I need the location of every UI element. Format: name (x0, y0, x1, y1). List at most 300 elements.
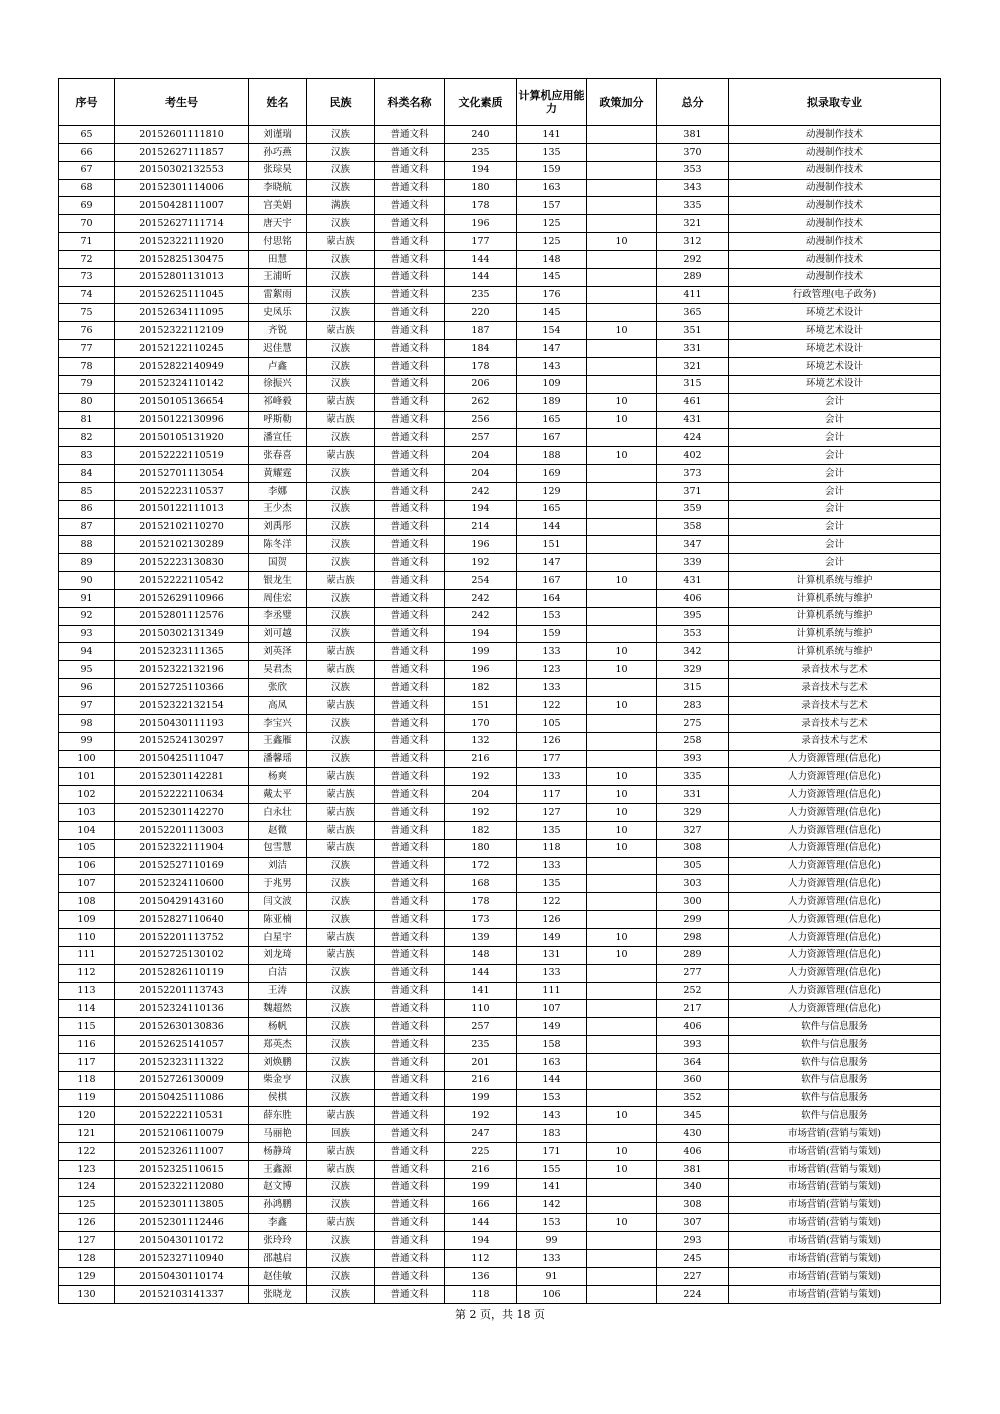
cell-policy-bonus: 10 (587, 411, 657, 429)
cell-name: 徐振兴 (249, 375, 307, 393)
cell-ethnicity: 汉族 (307, 1250, 375, 1268)
cell-exam-id: 20152726130009 (115, 1071, 249, 1089)
table-row (59, 1107, 941, 1125)
cell-major: 动漫制作技术 (729, 233, 941, 251)
cell-culture-score: 178 (445, 893, 517, 911)
cell-index: 111 (59, 946, 115, 964)
cell-total: 245 (657, 1250, 729, 1268)
cell-name: 李宝兴 (249, 714, 307, 732)
cell-computer-score: 118 (517, 839, 587, 857)
cell-culture-score: 235 (445, 1036, 517, 1054)
cell-exam-id: 20152826110119 (115, 964, 249, 982)
cell-major: 环境艺术设计 (729, 357, 941, 375)
cell-name: 王鑫源 (249, 1160, 307, 1178)
cell-major: 计算机系统与维护 (729, 625, 941, 643)
cell-category: 普通文科 (375, 179, 445, 197)
cell-total: 312 (657, 233, 729, 251)
cell-ethnicity: 蒙古族 (307, 411, 375, 429)
cell-category: 普通文科 (375, 233, 445, 251)
cell-total: 331 (657, 340, 729, 358)
cell-computer-score: 171 (517, 1143, 587, 1161)
table-row (59, 625, 941, 643)
cell-exam-id: 20152322112109 (115, 322, 249, 340)
cell-major: 市场营销(营销与策划) (729, 1196, 941, 1214)
cell-category: 普通文科 (375, 572, 445, 590)
table-row (59, 357, 941, 375)
cell-computer-score: 176 (517, 286, 587, 304)
cell-culture-score: 194 (445, 500, 517, 518)
cell-category: 普通文科 (375, 286, 445, 304)
cell-total: 342 (657, 643, 729, 661)
cell-culture-score: 196 (445, 215, 517, 233)
cell-exam-id: 20150430110172 (115, 1232, 249, 1250)
cell-name: 张晓龙 (249, 1285, 307, 1303)
cell-ethnicity: 蒙古族 (307, 928, 375, 946)
cell-ethnicity: 汉族 (307, 357, 375, 375)
cell-exam-id: 20152322132154 (115, 697, 249, 715)
cell-culture-score: 235 (445, 143, 517, 161)
table-row (59, 447, 941, 465)
cell-ethnicity: 汉族 (307, 911, 375, 929)
table-row (59, 911, 941, 929)
cell-name: 刘龙琦 (249, 946, 307, 964)
cell-name: 潘宣任 (249, 429, 307, 447)
cell-index: 88 (59, 536, 115, 554)
cell-total: 358 (657, 518, 729, 536)
cell-ethnicity: 蒙古族 (307, 1160, 375, 1178)
cell-category: 普通文科 (375, 1268, 445, 1286)
cell-computer-score: 165 (517, 411, 587, 429)
cell-culture-score: 136 (445, 1268, 517, 1286)
cell-category: 普通文科 (375, 447, 445, 465)
cell-name: 杨静琦 (249, 1143, 307, 1161)
cell-ethnicity: 汉族 (307, 1268, 375, 1286)
cell-policy-bonus (587, 1125, 657, 1143)
cell-total: 381 (657, 126, 729, 144)
cell-computer-score: 141 (517, 126, 587, 144)
cell-name: 李鑫 (249, 1214, 307, 1232)
cell-major: 人力资源管理(信息化) (729, 821, 941, 839)
cell-major: 软件与信息服务 (729, 1071, 941, 1089)
cell-policy-bonus (587, 1232, 657, 1250)
cell-policy-bonus (587, 340, 657, 358)
cell-index: 128 (59, 1250, 115, 1268)
cell-index: 112 (59, 964, 115, 982)
cell-culture-score: 247 (445, 1125, 517, 1143)
cell-ethnicity: 汉族 (307, 607, 375, 625)
cell-major: 录音技术与艺术 (729, 732, 941, 750)
cell-policy-bonus (587, 161, 657, 179)
cell-culture-score: 216 (445, 1071, 517, 1089)
cell-major: 计算机系统与维护 (729, 643, 941, 661)
cell-index: 116 (59, 1036, 115, 1054)
cell-category: 普通文科 (375, 465, 445, 483)
cell-name: 刘谨瑞 (249, 126, 307, 144)
table-row (59, 536, 941, 554)
cell-index: 94 (59, 643, 115, 661)
table-row (59, 982, 941, 1000)
cell-major: 市场营销(营销与策划) (729, 1285, 941, 1303)
cell-computer-score: 126 (517, 911, 587, 929)
cell-category: 普通文科 (375, 768, 445, 786)
cell-major: 录音技术与艺术 (729, 679, 941, 697)
cell-total: 371 (657, 482, 729, 500)
cell-policy-bonus: 10 (587, 233, 657, 251)
cell-index: 70 (59, 215, 115, 233)
cell-major: 人力资源管理(信息化) (729, 786, 941, 804)
table-row (59, 893, 941, 911)
cell-ethnicity: 汉族 (307, 268, 375, 286)
cell-category: 普通文科 (375, 804, 445, 822)
cell-category: 普通文科 (375, 1018, 445, 1036)
cell-name: 白永壮 (249, 804, 307, 822)
cell-exam-id: 20152627111714 (115, 215, 249, 233)
cell-policy-bonus (587, 482, 657, 500)
cell-total: 331 (657, 786, 729, 804)
page-footer: 第 2 页，共 18 页 (455, 1308, 545, 1321)
table-row (59, 286, 941, 304)
cell-name: 杨帆 (249, 1018, 307, 1036)
cell-computer-score: 177 (517, 750, 587, 768)
cell-computer-score: 154 (517, 322, 587, 340)
cell-total: 227 (657, 1268, 729, 1286)
cell-ethnicity: 汉族 (307, 875, 375, 893)
cell-exam-id: 20152223110537 (115, 482, 249, 500)
cell-name: 陈冬洋 (249, 536, 307, 554)
cell-category: 普通文科 (375, 643, 445, 661)
cell-index: 100 (59, 750, 115, 768)
cell-computer-score: 141 (517, 1178, 587, 1196)
cell-culture-score: 132 (445, 732, 517, 750)
cell-index: 76 (59, 322, 115, 340)
cell-policy-bonus (587, 1089, 657, 1107)
cell-index: 126 (59, 1214, 115, 1232)
cell-culture-score: 204 (445, 465, 517, 483)
cell-name: 闫文波 (249, 893, 307, 911)
cell-ethnicity: 汉族 (307, 1018, 375, 1036)
cell-exam-id: 20152801131013 (115, 268, 249, 286)
cell-ethnicity: 汉族 (307, 1196, 375, 1214)
cell-exam-id: 20150425111047 (115, 750, 249, 768)
cell-total: 424 (657, 429, 729, 447)
cell-name: 王涛 (249, 982, 307, 1000)
cell-category: 普通文科 (375, 625, 445, 643)
table-row (59, 1250, 941, 1268)
cell-major: 会计 (729, 482, 941, 500)
cell-name: 田慧 (249, 250, 307, 268)
cell-exam-id: 20152324110142 (115, 375, 249, 393)
cell-ethnicity: 汉族 (307, 964, 375, 982)
cell-ethnicity: 蒙古族 (307, 821, 375, 839)
cell-major: 人力资源管理(信息化) (729, 982, 941, 1000)
cell-major: 市场营销(营销与策划) (729, 1160, 941, 1178)
cell-ethnicity: 满族 (307, 197, 375, 215)
cell-category: 普通文科 (375, 1036, 445, 1054)
cell-ethnicity: 汉族 (307, 1053, 375, 1071)
cell-category: 普通文科 (375, 1107, 445, 1125)
cell-index: 73 (59, 268, 115, 286)
table-row (59, 465, 941, 483)
cell-ethnicity: 蒙古族 (307, 768, 375, 786)
cell-computer-score: 135 (517, 143, 587, 161)
cell-policy-bonus (587, 911, 657, 929)
cell-policy-bonus: 10 (587, 786, 657, 804)
table-row (59, 697, 941, 715)
cell-computer-score: 135 (517, 821, 587, 839)
cell-category: 普通文科 (375, 697, 445, 715)
cell-name: 刘焕鹏 (249, 1053, 307, 1071)
cell-total: 359 (657, 500, 729, 518)
cell-index: 74 (59, 286, 115, 304)
cell-major: 软件与信息服务 (729, 1089, 941, 1107)
cell-name: 薛东胜 (249, 1107, 307, 1125)
table-row (59, 500, 941, 518)
table-row (59, 714, 941, 732)
cell-index: 93 (59, 625, 115, 643)
cell-category: 普通文科 (375, 928, 445, 946)
cell-total: 298 (657, 928, 729, 946)
cell-index: 72 (59, 250, 115, 268)
cell-index: 83 (59, 447, 115, 465)
cell-computer-score: 133 (517, 643, 587, 661)
cell-name: 刘可越 (249, 625, 307, 643)
cell-total: 217 (657, 1000, 729, 1018)
cell-culture-score: 216 (445, 750, 517, 768)
cell-name: 史凤乐 (249, 304, 307, 322)
cell-major: 动漫制作技术 (729, 197, 941, 215)
cell-total: 373 (657, 465, 729, 483)
cell-major: 市场营销(营销与策划) (729, 1178, 941, 1196)
cell-exam-id: 20152201113743 (115, 982, 249, 1000)
cell-total: 277 (657, 964, 729, 982)
cell-name: 李娜 (249, 482, 307, 500)
table-row (59, 1196, 941, 1214)
cell-index: 127 (59, 1232, 115, 1250)
cell-major: 行政管理(电子政务) (729, 286, 941, 304)
cell-name: 王浦昕 (249, 268, 307, 286)
table-row (59, 821, 941, 839)
cell-total: 431 (657, 572, 729, 590)
cell-culture-score: 256 (445, 411, 517, 429)
cell-category: 普通文科 (375, 1285, 445, 1303)
cell-name: 白星宇 (249, 928, 307, 946)
cell-total: 381 (657, 1160, 729, 1178)
cell-policy-bonus: 10 (587, 1143, 657, 1161)
header-category: 科类名称 (375, 79, 445, 126)
cell-category: 普通文科 (375, 1232, 445, 1250)
cell-computer-score: 125 (517, 233, 587, 251)
cell-ethnicity: 蒙古族 (307, 946, 375, 964)
cell-category: 普通文科 (375, 1250, 445, 1268)
cell-ethnicity: 汉族 (307, 589, 375, 607)
cell-category: 普通文科 (375, 411, 445, 429)
cell-exam-id: 20152323111322 (115, 1053, 249, 1071)
cell-ethnicity: 蒙古族 (307, 1143, 375, 1161)
cell-index: 109 (59, 911, 115, 929)
cell-index: 121 (59, 1125, 115, 1143)
cell-policy-bonus: 10 (587, 643, 657, 661)
admission-table-container (58, 78, 940, 1304)
cell-computer-score: 143 (517, 1107, 587, 1125)
cell-policy-bonus (587, 429, 657, 447)
cell-exam-id: 20152625141057 (115, 1036, 249, 1054)
cell-policy-bonus: 10 (587, 447, 657, 465)
cell-major: 人力资源管理(信息化) (729, 839, 941, 857)
cell-culture-score: 192 (445, 1107, 517, 1125)
cell-computer-score: 142 (517, 1196, 587, 1214)
cell-policy-bonus (587, 607, 657, 625)
cell-total: 370 (657, 143, 729, 161)
cell-culture-score: 180 (445, 179, 517, 197)
cell-major: 动漫制作技术 (729, 179, 941, 197)
cell-major: 录音技术与艺术 (729, 697, 941, 715)
header-exam-id: 考生号 (115, 79, 249, 126)
cell-name: 包雪慧 (249, 839, 307, 857)
cell-category: 普通文科 (375, 518, 445, 536)
cell-index: 67 (59, 161, 115, 179)
cell-total: 293 (657, 1232, 729, 1250)
cell-computer-score: 105 (517, 714, 587, 732)
cell-index: 91 (59, 589, 115, 607)
cell-ethnicity: 汉族 (307, 340, 375, 358)
cell-culture-score: 192 (445, 768, 517, 786)
cell-name: 卢鑫 (249, 357, 307, 375)
header-row (59, 79, 941, 126)
cell-policy-bonus (587, 304, 657, 322)
cell-culture-score: 242 (445, 589, 517, 607)
cell-name: 雷絮雨 (249, 286, 307, 304)
cell-category: 普通文科 (375, 786, 445, 804)
cell-category: 普通文科 (375, 607, 445, 625)
cell-policy-bonus (587, 1000, 657, 1018)
cell-index: 124 (59, 1178, 115, 1196)
table-row (59, 1053, 941, 1071)
cell-major: 动漫制作技术 (729, 126, 941, 144)
cell-ethnicity: 汉族 (307, 732, 375, 750)
cell-ethnicity: 蒙古族 (307, 786, 375, 804)
table-row (59, 518, 941, 536)
table-row (59, 179, 941, 197)
cell-exam-id: 20152122110245 (115, 340, 249, 358)
cell-culture-score: 170 (445, 714, 517, 732)
cell-policy-bonus (587, 1250, 657, 1268)
table-row (59, 411, 941, 429)
cell-total: 343 (657, 179, 729, 197)
cell-exam-id: 20152222110531 (115, 1107, 249, 1125)
cell-culture-score: 194 (445, 161, 517, 179)
cell-policy-bonus (587, 1268, 657, 1286)
cell-exam-id: 20152301142270 (115, 804, 249, 822)
cell-culture-score: 235 (445, 286, 517, 304)
cell-culture-score: 257 (445, 1018, 517, 1036)
cell-ethnicity: 汉族 (307, 1071, 375, 1089)
cell-exam-id: 20152222110634 (115, 786, 249, 804)
cell-culture-score: 194 (445, 1232, 517, 1250)
cell-culture-score: 144 (445, 964, 517, 982)
cell-name: 周佳宏 (249, 589, 307, 607)
cell-culture-score: 220 (445, 304, 517, 322)
cell-name: 李晓航 (249, 179, 307, 197)
cell-name: 王鑫雁 (249, 732, 307, 750)
cell-index: 110 (59, 928, 115, 946)
cell-culture-score: 204 (445, 447, 517, 465)
cell-ethnicity: 汉族 (307, 465, 375, 483)
cell-total: 406 (657, 1143, 729, 1161)
table-row (59, 161, 941, 179)
cell-major: 动漫制作技术 (729, 215, 941, 233)
cell-name: 马丽艳 (249, 1125, 307, 1143)
cell-computer-score: 148 (517, 250, 587, 268)
cell-total: 321 (657, 215, 729, 233)
cell-index: 71 (59, 233, 115, 251)
cell-exam-id: 20152222110519 (115, 447, 249, 465)
cell-ethnicity: 蒙古族 (307, 697, 375, 715)
cell-index: 68 (59, 179, 115, 197)
cell-ethnicity: 蒙古族 (307, 804, 375, 822)
cell-exam-id: 20152524130297 (115, 732, 249, 750)
cell-name: 唐天宇 (249, 215, 307, 233)
cell-ethnicity: 汉族 (307, 500, 375, 518)
cell-index: 125 (59, 1196, 115, 1214)
cell-name: 吴君杰 (249, 661, 307, 679)
cell-computer-score: 127 (517, 804, 587, 822)
cell-name: 白洁 (249, 964, 307, 982)
cell-policy-bonus (587, 893, 657, 911)
table-row (59, 786, 941, 804)
cell-policy-bonus: 10 (587, 768, 657, 786)
cell-total: 352 (657, 1089, 729, 1107)
cell-computer-score: 183 (517, 1125, 587, 1143)
cell-major: 人力资源管理(信息化) (729, 946, 941, 964)
table-row (59, 215, 941, 233)
cell-major: 人力资源管理(信息化) (729, 750, 941, 768)
cell-total: 292 (657, 250, 729, 268)
cell-culture-score: 178 (445, 197, 517, 215)
table-row (59, 143, 941, 161)
cell-exam-id: 20152325110615 (115, 1160, 249, 1178)
cell-total: 340 (657, 1178, 729, 1196)
cell-exam-id: 20152103141337 (115, 1285, 249, 1303)
cell-total: 360 (657, 1071, 729, 1089)
table-row (59, 661, 941, 679)
cell-name: 张欣 (249, 679, 307, 697)
cell-total: 308 (657, 839, 729, 857)
cell-culture-score: 262 (445, 393, 517, 411)
cell-major: 市场营销(营销与策划) (729, 1250, 941, 1268)
cell-total: 329 (657, 804, 729, 822)
table-row (59, 1268, 941, 1286)
cell-index: 99 (59, 732, 115, 750)
header-culture-score: 文化素质 (445, 79, 517, 126)
table-row (59, 322, 941, 340)
cell-exam-id: 20152201113003 (115, 821, 249, 839)
cell-major: 动漫制作技术 (729, 143, 941, 161)
cell-exam-id: 20152629110966 (115, 589, 249, 607)
cell-computer-score: 164 (517, 589, 587, 607)
cell-ethnicity: 蒙古族 (307, 1214, 375, 1232)
cell-index: 105 (59, 839, 115, 857)
cell-computer-score: 144 (517, 1071, 587, 1089)
cell-culture-score: 199 (445, 1089, 517, 1107)
cell-culture-score: 166 (445, 1196, 517, 1214)
cell-index: 89 (59, 554, 115, 572)
cell-name: 张春喜 (249, 447, 307, 465)
cell-total: 395 (657, 607, 729, 625)
cell-major: 市场营销(营销与策划) (729, 1232, 941, 1250)
cell-category: 普通文科 (375, 357, 445, 375)
cell-exam-id: 20152322111904 (115, 839, 249, 857)
cell-total: 335 (657, 768, 729, 786)
